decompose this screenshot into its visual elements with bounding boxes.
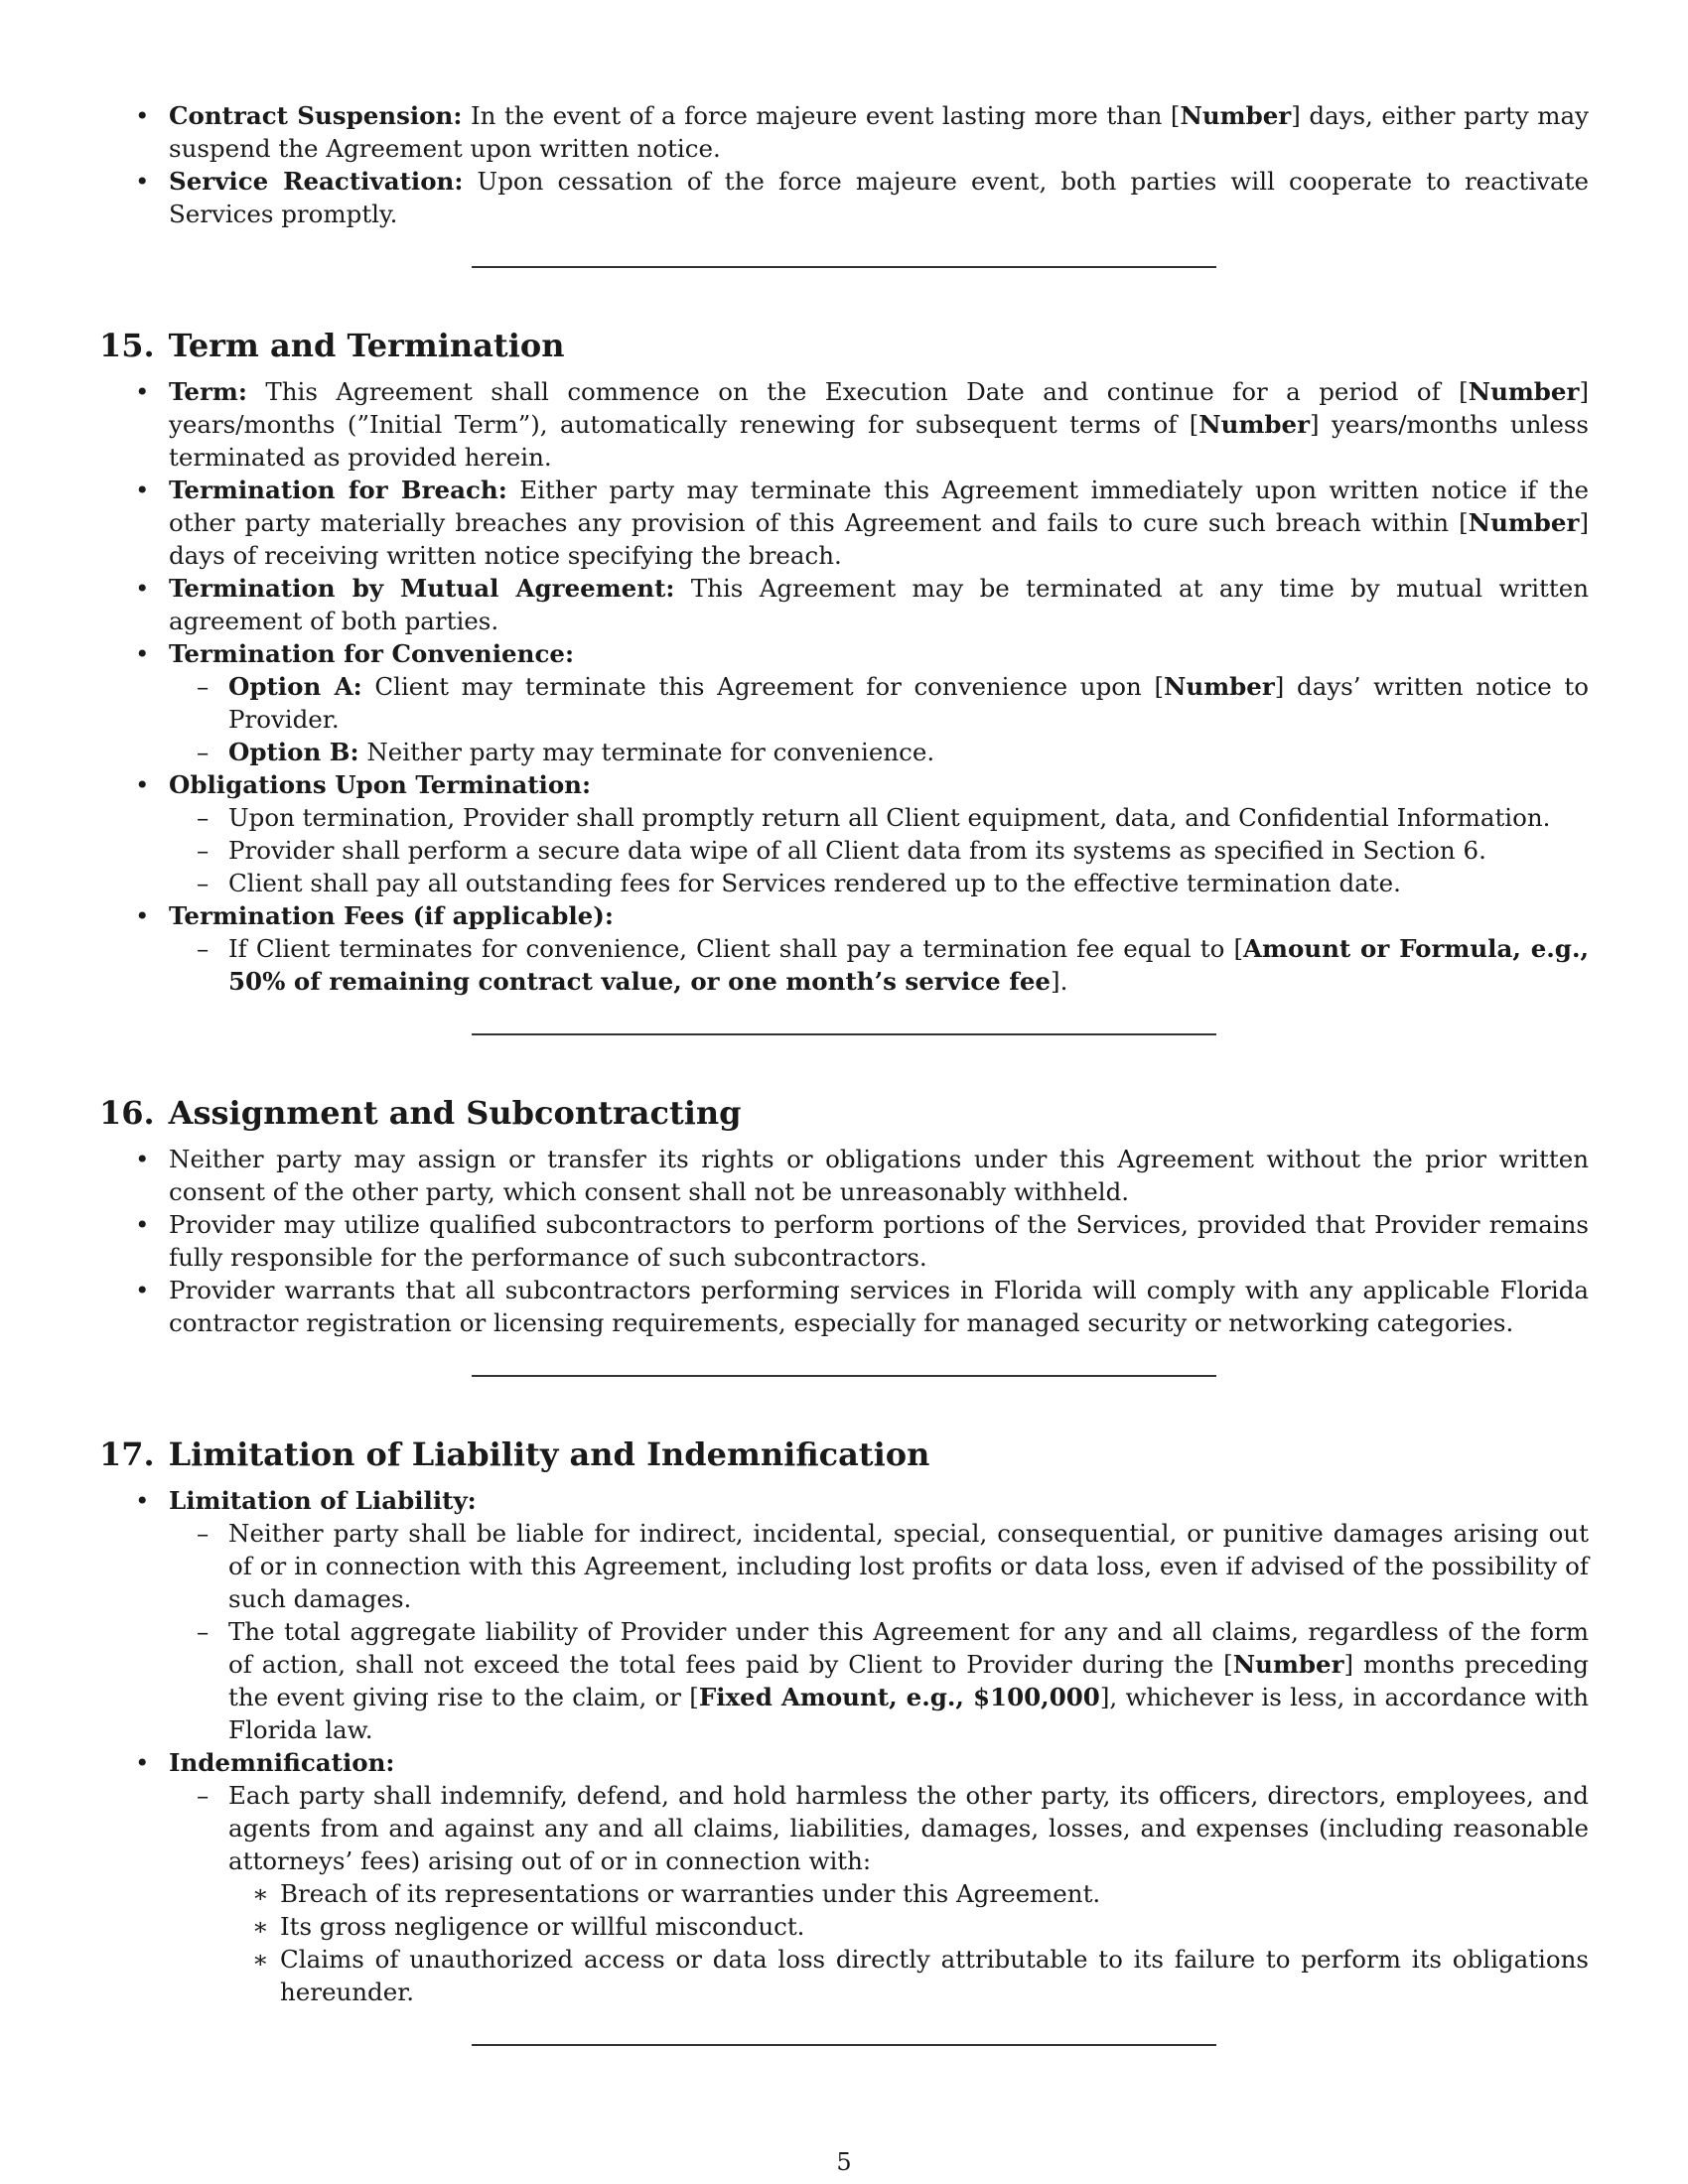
list-item: • Term: This Agreement shall commence on the Execution Date and continue for a period of [Number] years/months (”Initial Term”), automatically renewing for subsequent terms of [Number] years/months unless terminated as provided herein. — [99, 375, 1589, 474]
placeholder: Number — [1180, 101, 1292, 130]
list-item: • Termination by Mutual Agreement: This Agreement may be terminated at any time by mutual written agreement of both parties. — [99, 572, 1589, 637]
section-divider — [472, 2044, 1216, 2046]
section-16-list — [99, 1143, 1589, 1339]
list-item: • Provider may utilize qualified subcontractors to perform portions of the Services, provided that Provider remains fully responsible for the performance of such subcontractors. — [99, 1208, 1589, 1274]
list-item: • Termination for Breach: Either party may terminate this Agreement immediately upon written notice if the other party materially breaches any provision of this Agreement and fails to cure such breach within [Number] days of receiving written notice specifying the breach. — [99, 474, 1589, 572]
sub-sub-list-item: ∗ Its gross negligence or willful misconduct. — [228, 1910, 1589, 1943]
list-item: • Contract Suspension: In the event of a force majeure event lasting more than [Number] days, either party may suspend the Agreement upon written notice. — [99, 99, 1589, 165]
force-majeure-list — [99, 99, 1589, 230]
limitation-list — [169, 1517, 1589, 1746]
page-number: 5 — [836, 2148, 852, 2176]
indemnification-causes — [228, 1877, 1589, 2008]
term-label: Service Reactivation: — [169, 167, 464, 196]
section-17-list — [99, 1484, 1589, 2008]
convenience-options — [169, 670, 1589, 768]
list-item: • Obligations Upon Termination: – Upon termination, Provider shall promptly return all Client equipment, data, and Confidential Information. – Provider shall perform a secure data wipe of all Client data from its systems as specified in Section 6. – Client shall pay all outstanding fees for Services rendered up to the effective termination date. — [99, 768, 1589, 899]
list-item: • Service Reactivation: Upon cessation of the force majeure event, both parties will cooperate to reactivate Services promptly. — [99, 165, 1589, 230]
sub-list-item: – Option A: Client may terminate this Agreement for convenience upon [Number] days’ written notice to Provider. — [169, 670, 1589, 736]
list-item: • Provider warrants that all subcontractors performing services in Florida will comply with any applicable Florida contractor registration or licensing requirements, especially for managed security or networking categories. — [99, 1274, 1589, 1339]
sub-list-item: – The total aggregate liability of Provider under this Agreement for any and all claims, regardless of the form of action, shall not exceed the total fees paid by Client to Provider during the [Number] months preceding the event giving rise to the claim, or [Fixed Amount, e.g., $100,000], whichever is less, in accordance with Florida law. — [169, 1615, 1589, 1746]
section-heading-16: 16. Assignment and Subcontracting — [99, 1094, 742, 1132]
list-item: • Limitation of Liability: – Neither party shall be liable for indirect, incidental, special, consequential, or punitive damages arising out of or in connection with this Agreement, including lost profits or data loss, even if advised of the possibility of such damages. – The total aggregate liability of Provider under this Agreement for any and all claims, regardless of the form of action, shall not exceed the total fees paid by Client to Provider during the [Number] months preceding the event giving rise to the claim, or [Fixed Amount, e.g., $100,000], whichever is less, in accordance with Florida law. — [99, 1484, 1589, 1746]
section-15-list — [99, 375, 1589, 998]
sub-sub-list-item: ∗ Breach of its representations or warranties under this Agreement. — [228, 1877, 1589, 1910]
term-label: Contract Suspension: — [169, 101, 463, 130]
section-heading-15: 15. Term and Termination — [99, 327, 565, 364]
page-content — [99, 99, 1589, 2046]
list-item: • Termination for Convenience: – Option A: Client may terminate this Agreement for convenience upon [Number] days’ written notice to Provider. – Option B: Neither party may terminate for convenience. — [99, 637, 1589, 768]
sub-list-item: – Provider shall perform a secure data wipe of all Client data from its systems as specified in Section 6. — [169, 834, 1589, 867]
section-divider — [472, 1375, 1216, 1377]
sub-list-item: – Neither party shall be liable for indirect, incidental, special, consequential, or punitive damages arising out of or in connection with this Agreement, including lost profits or data loss, even if advised of the possibility of such damages. — [169, 1517, 1589, 1615]
section-divider — [472, 266, 1216, 268]
section-divider — [472, 1033, 1216, 1035]
sub-list-item: – Client shall pay all outstanding fees for Services rendered up to the effective termination date. — [169, 867, 1589, 899]
sub-list-item: – If Client terminates for convenience, Client shall pay a termination fee equal to [Amount or Formula, e.g., 50% of remaining contract value, or one month’s service fee]. — [169, 932, 1589, 998]
list-item: • Indemnification: – Each party shall indemnify, defend, and hold harmless the other party, its officers, directors, employees, and agents from and against any and all claims, liabilities, damages, losses, and expenses (including reasonable attorneys’ fees) arising out of or in connection with: ∗ Breach of its representations or warranties under this Agreement. ∗ Its gross negligence or willful misconduct. ∗ Claims of unauthorized access or data loss directly attributable to its failure to perform its obligations hereunder. — [99, 1746, 1589, 2008]
list-item: • Neither party may assign or transfer its rights or obligations under this Agreement without the prior written consent of the other party, which consent shall not be unreasonably withheld. — [99, 1143, 1589, 1208]
fees-list — [169, 932, 1589, 998]
obligations-list — [169, 801, 1589, 899]
sub-sub-list-item: ∗ Claims of unauthorized access or data loss directly attributable to its failure to perform its obligations hereunder. — [228, 1943, 1589, 2008]
sub-list-item: – Each party shall indemnify, defend, and hold harmless the other party, its officers, directors, employees, and agents from and against any and all claims, liabilities, damages, losses, and expenses (including reasonable attorneys’ fees) arising out of or in connection with: ∗ Breach of its representations or warranties under this Agreement. ∗ Its gross negligence or willful misconduct. ∗ Claims of unauthorized access or data loss directly attributable to its failure to perform its obligations hereunder. — [169, 1779, 1589, 2008]
list-item: • Termination Fees (if applicable): – If Client terminates for convenience, Client shall pay a termination fee equal to [Amount or Formula, e.g., 50% of remaining contract value, or one month’s service fee]. — [99, 899, 1589, 998]
sub-list-item: – Upon termination, Provider shall promptly return all Client equipment, data, and Confidential Information. — [169, 801, 1589, 834]
sub-list-item: – Option B: Neither party may terminate for convenience. — [169, 736, 1589, 768]
indemnification-list — [169, 1779, 1589, 2008]
section-heading-17: 17. Limitation of Liability and Indemnification — [99, 1435, 930, 1473]
